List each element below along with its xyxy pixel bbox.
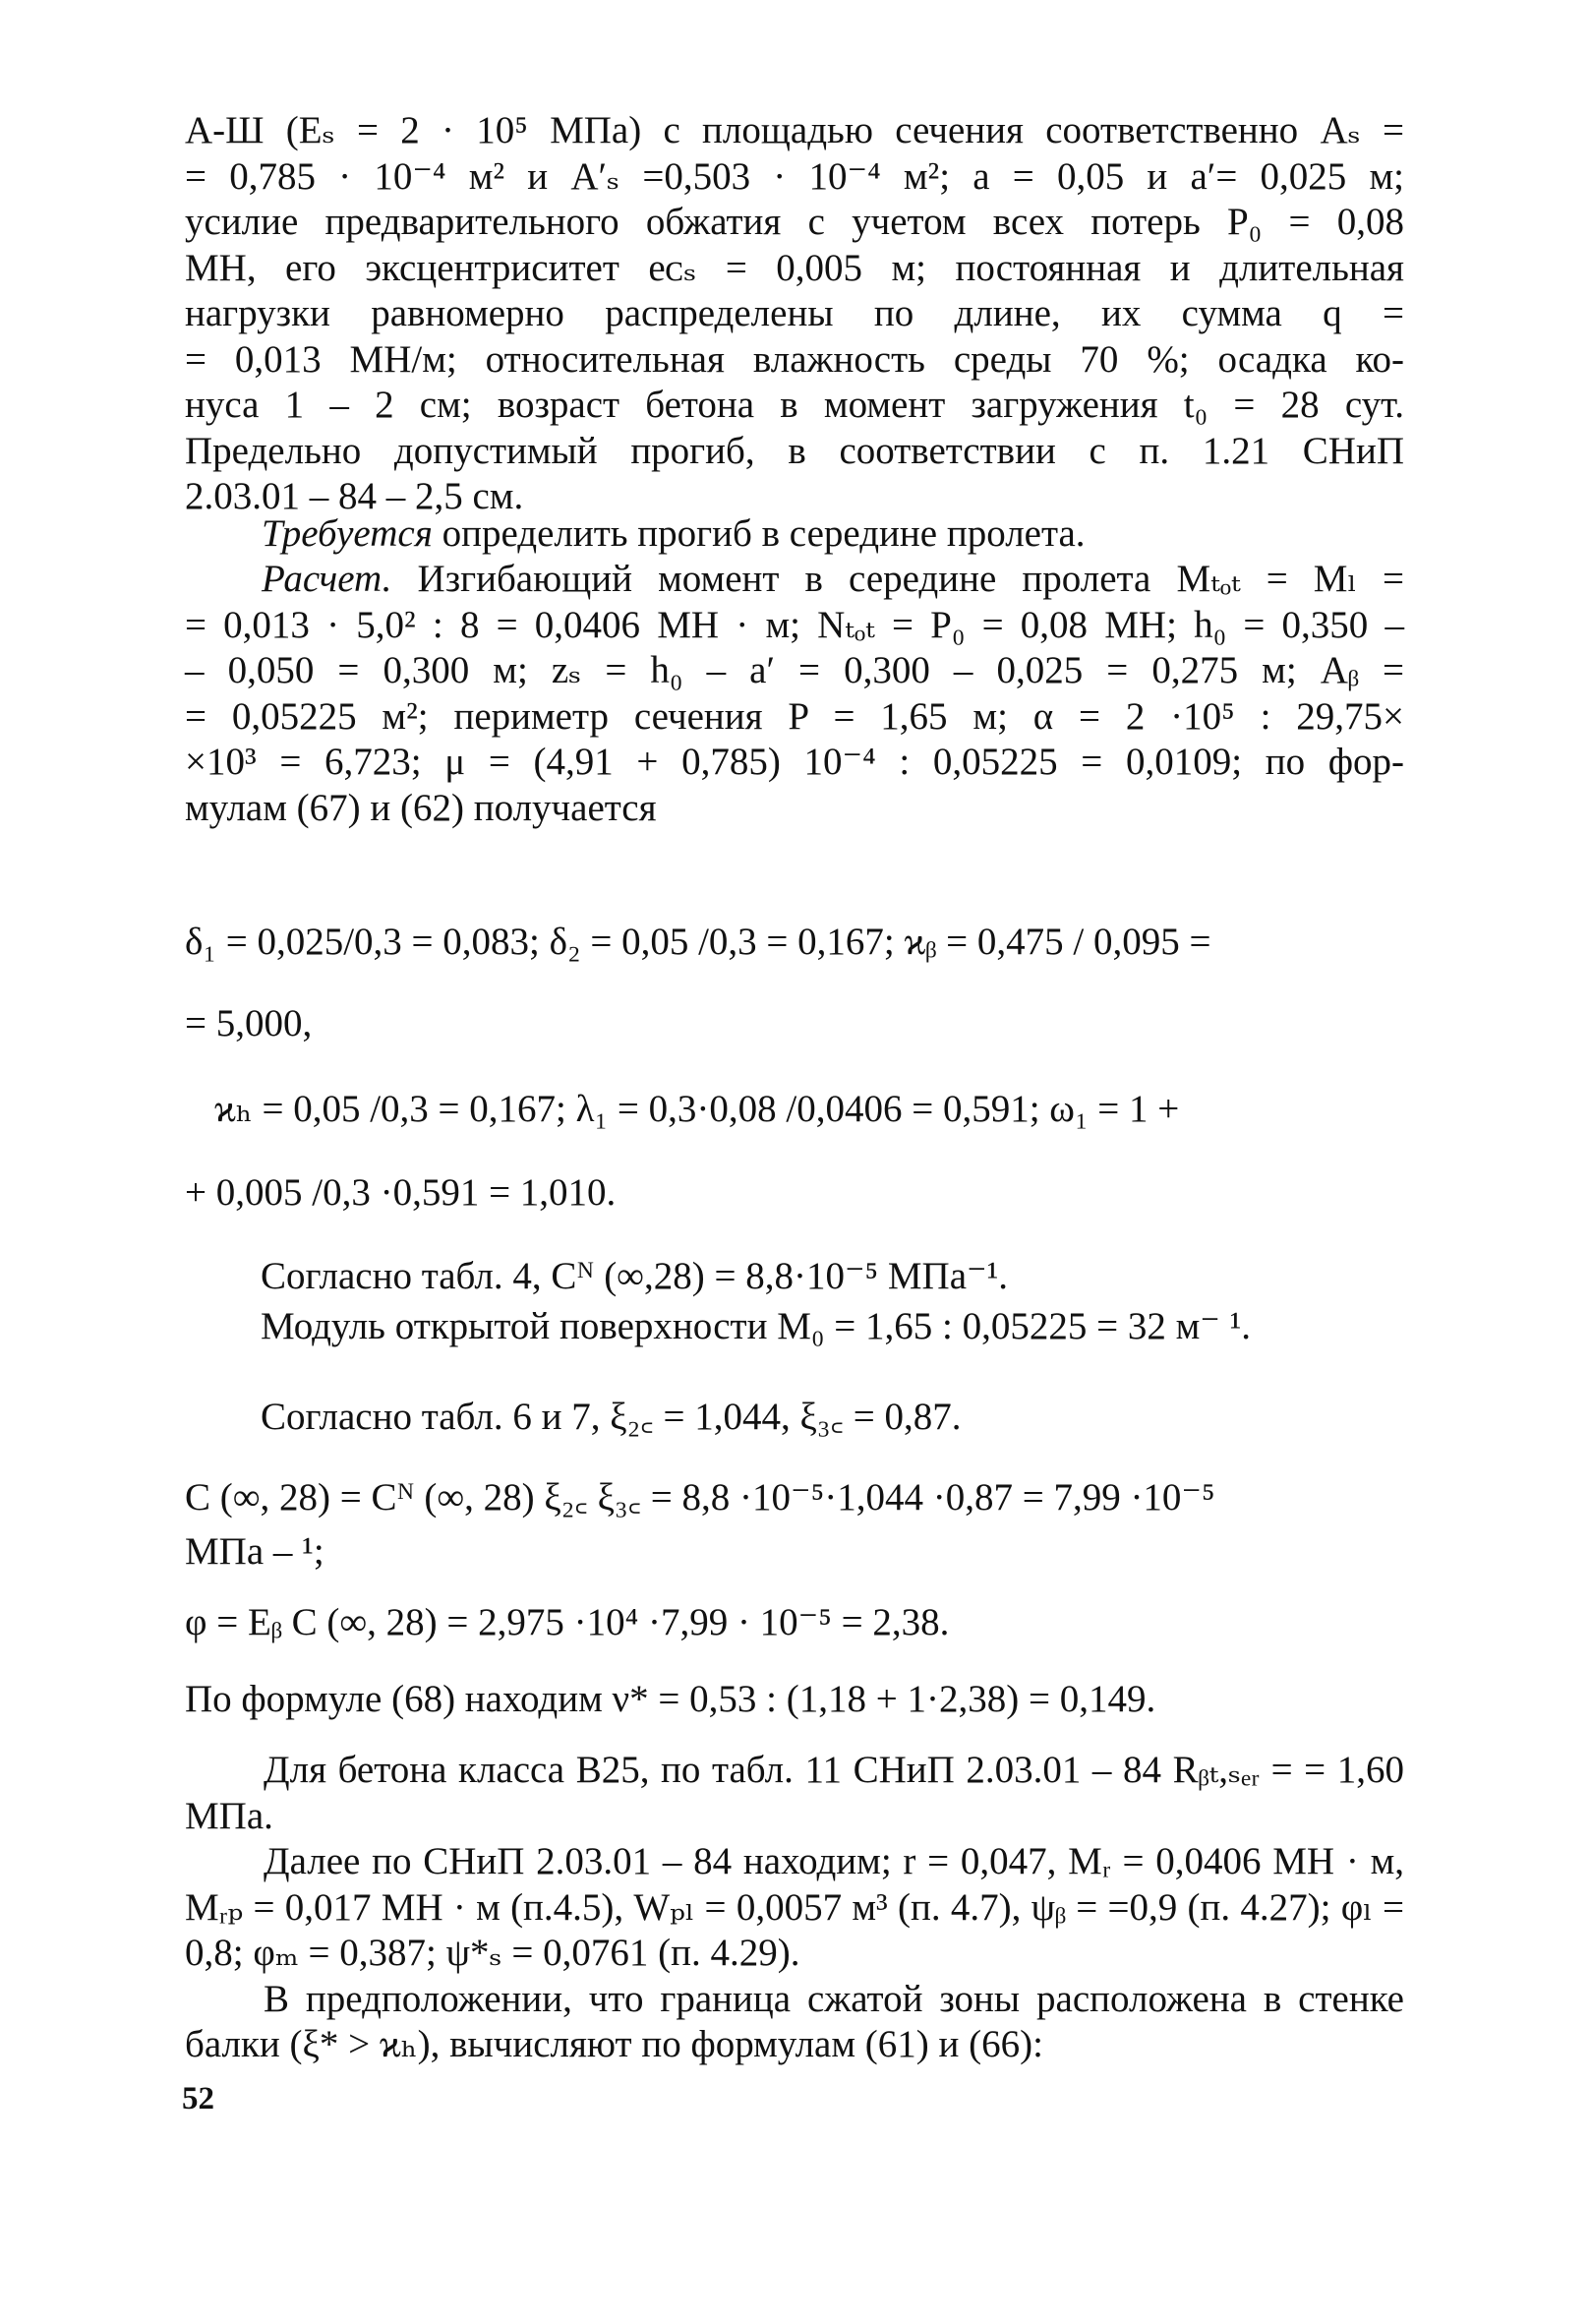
paragraph: В предположении, что граница сжатой зоны расположена в стенке балки (ξ* > ϰₕ), вычисляют по формулам (61) и (66): bbox=[185, 1977, 1404, 2065]
text-line: = 0,05225 м²; периметр сечения P = 1,65 м; α = 2 ·10⁵ : 29,75× bbox=[185, 694, 1404, 738]
formula-creep-c: C (∞, 28) = Cᴺ (∞, 28) ξ₂꜀ ξ₃꜀ = 8,8 ·10⁻⁵·1,044 ·0,87 = 7,99 ·10⁻⁵ bbox=[185, 1476, 1215, 1519]
paragraph: Далее по СНиП 2.03.01 – 84 находим; r = 0,047, Mᵣ = 0,0406 МН · м, Mᵣₚ = 0,017 МН · м (п.4.5), Wₚₗ = 0,0057 м³ (п. 4.7), ψᵦ = =0,9 (п. 4.27); φₗ = 0,8; φₘ = 0,387; ψ*ₛ = 0,0761 (п. 4.29). bbox=[185, 1840, 1404, 1974]
text-line: – 0,050 = 0,300 м; zₛ = h₀ – a′ = 0,300 – 0,025 = 0,275 м; Aᵦ = bbox=[185, 649, 1404, 691]
text-line: МН, его эксцентриситет eᴄₛ = 0,005 м; постоянная и длительная bbox=[185, 246, 1404, 289]
required-paragraph bbox=[185, 511, 1404, 558]
formula-xi-coefficients: Согласно табл. 6 и 7, ξ₂꜀ = 1,044, ξ₃꜀ = 0,87. bbox=[261, 1396, 962, 1438]
formula-surface-modulus: Модуль открытой поверхности M₀ = 1,65 : 0,05225 = 32 м⁻ ¹. bbox=[261, 1305, 1252, 1347]
calc-paragraph bbox=[185, 557, 1404, 831]
formula-omega-cont: + 0,005 /0,3 ·0,591 = 1,010. bbox=[185, 1171, 617, 1214]
formula-delta: δ₁ = 0,025/0,3 = 0,083; δ₂ = 0,05 /0,3 = 0,167; ϰᵦ = 0,475 / 0,095 = bbox=[185, 921, 1211, 963]
text-line bbox=[185, 511, 1404, 558]
required-label: Требуется bbox=[262, 512, 433, 555]
formula-creep-c-unit: МПа – ¹; bbox=[185, 1530, 324, 1573]
text-line: = 0,013 МН/м; относительная влажность среды 70 %; осадка ко- bbox=[185, 337, 1404, 381]
bottom-section bbox=[185, 1748, 1404, 2068]
text-line: мулам (67) и (62) получается bbox=[185, 786, 657, 829]
page-number: 52 bbox=[182, 2081, 214, 2116]
formula-kappa-h: ϰₕ = 0,05 /0,3 = 0,167; λ₁ = 0,3·0,08 /0,0406 = 0,591; ω₁ = 1 + bbox=[214, 1088, 1180, 1130]
required-text: определить прогиб в середине пролета. bbox=[432, 512, 1086, 555]
text-line: = 0,013 · 5,0² : 8 = 0,0406 МН · м; Nₜₒₜ = P₀ = 0,08 МН; h₀ = 0,350 – bbox=[185, 603, 1404, 646]
intro-paragraph bbox=[185, 108, 1404, 520]
calc-label: Расчет. bbox=[262, 558, 392, 600]
formula-delta-cont: = 5,000, bbox=[185, 1002, 313, 1044]
paragraph: Для бетона класса В25, по табл. 11 СНиП 2.03.01 – 84 Rᵦₜ,ₛₑᵣ = = 1,60 МПа. bbox=[185, 1749, 1404, 1837]
text-line: ×10³ = 6,723; μ = (4,91 + 0,785) 10⁻⁴ : 0,05225 = 0,0109; по фор- bbox=[185, 741, 1404, 783]
text-line: Предельно допустимый прогиб, в соответствии с п. 1.21 СНиП bbox=[185, 429, 1404, 472]
text-line: 2.03.01 – 84 – 2,5 см. bbox=[185, 475, 524, 517]
text-line: А-Ш (Eₛ = 2 · 10⁵ МПа) с площадью сечения соответственно Aₛ = bbox=[185, 109, 1404, 151]
text-line: усилие предварительного обжатия с учетом всех потерь P₀ = 0,08 bbox=[185, 201, 1404, 243]
formula-creep-table4: Согласно табл. 4, Cᴺ (∞,28) = 8,8·10⁻⁵ МПа⁻¹. bbox=[261, 1255, 1009, 1297]
text-line: нуса 1 – 2 см; возраст бетона в момент загружения t₀ = 28 сут. bbox=[185, 384, 1404, 426]
text-line bbox=[185, 557, 1404, 603]
formula-nu-star: По формуле (68) находим ν* = 0,53 : (1,18 + 1·2,38) = 0,149. bbox=[185, 1678, 1156, 1720]
formula-phi: φ = Eᵦ C (∞, 28) = 2,975 ·10⁴ ·7,99 · 10⁻⁵ = 2,38. bbox=[185, 1601, 950, 1643]
text-line: нагрузки равномерно распределены по длине, их сумма q = bbox=[185, 292, 1404, 334]
calc-text: Изгибающий момент в середине пролета Mₜₒₜ = Mₗ = bbox=[391, 558, 1404, 600]
text-line: = 0,785 · 10⁻⁴ м² и A′ₛ =0,503 · 10⁻⁴ м²; a = 0,05 и a′= 0,025 м; bbox=[185, 154, 1404, 198]
